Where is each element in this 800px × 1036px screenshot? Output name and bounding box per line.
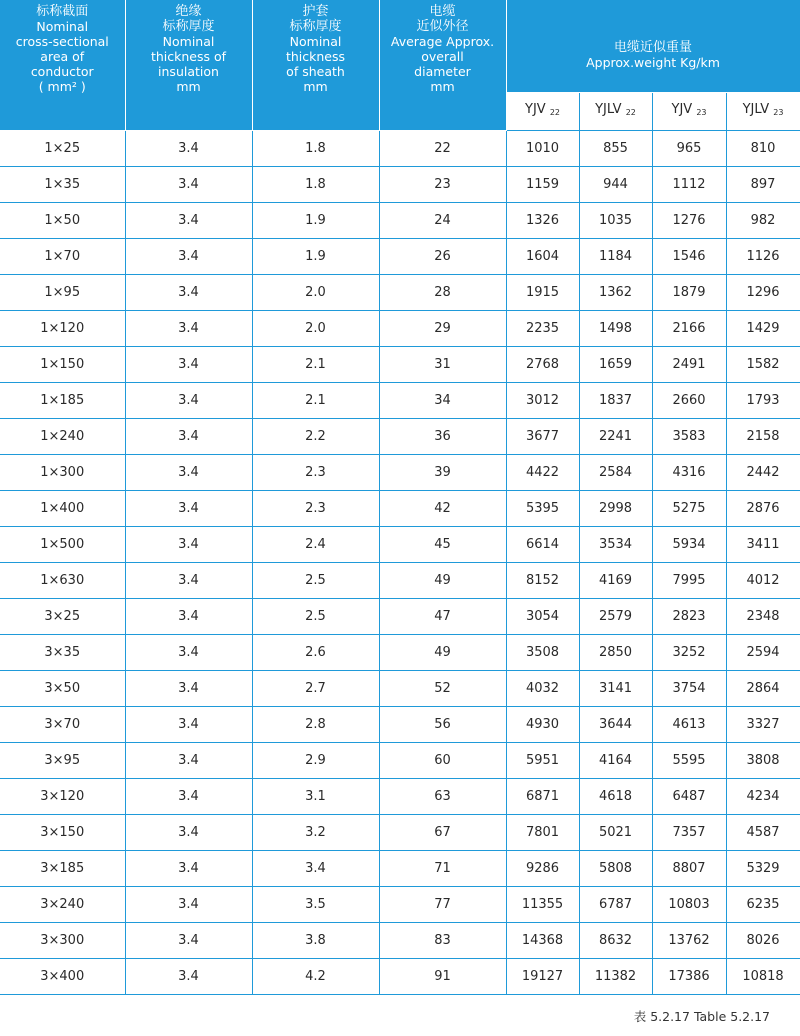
table-cell: 1×50 bbox=[0, 202, 125, 238]
table-cell: 11355 bbox=[506, 886, 579, 922]
table-cell: 6787 bbox=[579, 886, 652, 922]
table-cell: 3×35 bbox=[0, 634, 125, 670]
table-caption: 表 5.2.17 Table 5.2.17 bbox=[633, 1009, 770, 1024]
table-cell: 3534 bbox=[579, 526, 652, 562]
table-cell: 1276 bbox=[652, 202, 726, 238]
table-cell: 28 bbox=[379, 274, 506, 310]
header-insulation-en: Nominal thickness of insulation mm bbox=[150, 34, 227, 94]
table-cell: 10803 bbox=[652, 886, 726, 922]
table-cell: 3.4 bbox=[125, 274, 252, 310]
table-row bbox=[0, 778, 800, 814]
table-cell: 1159 bbox=[506, 166, 579, 202]
table-cell: 6614 bbox=[506, 526, 579, 562]
table-cell: 2.7 bbox=[252, 670, 379, 706]
table-cell: 1126 bbox=[726, 238, 800, 274]
table-cell: 2594 bbox=[726, 634, 800, 670]
table-cell: 1×500 bbox=[0, 526, 125, 562]
table-cell: 2.3 bbox=[252, 490, 379, 526]
table-cell: 39 bbox=[379, 454, 506, 490]
table-cell: 5329 bbox=[726, 850, 800, 886]
table-body bbox=[0, 130, 800, 994]
table-cell: 3.4 bbox=[125, 130, 252, 166]
subheader-yjv22-index: 22 bbox=[549, 108, 560, 117]
table-cell: 982 bbox=[726, 202, 800, 238]
table-cell: 3.4 bbox=[125, 742, 252, 778]
table-cell: 3808 bbox=[726, 742, 800, 778]
table-cell: 1112 bbox=[652, 166, 726, 202]
table-cell: 1793 bbox=[726, 382, 800, 418]
header-sheath-thickness bbox=[252, 0, 379, 130]
table-cell: 3.4 bbox=[125, 958, 252, 994]
table-cell: 3644 bbox=[579, 706, 652, 742]
table-cell: 4587 bbox=[726, 814, 800, 850]
table-cell: 5934 bbox=[652, 526, 726, 562]
table-cell: 2.1 bbox=[252, 382, 379, 418]
table-cell: 3.4 bbox=[125, 706, 252, 742]
table-cell: 4613 bbox=[652, 706, 726, 742]
subheader-yjlv22-base: YJLV bbox=[595, 102, 622, 117]
table-cell: 7995 bbox=[652, 562, 726, 598]
table-cell: 2166 bbox=[652, 310, 726, 346]
table-cell: 2158 bbox=[726, 418, 800, 454]
table-cell: 4169 bbox=[579, 562, 652, 598]
table-cell: 810 bbox=[726, 130, 800, 166]
table-cell: 1×400 bbox=[0, 490, 125, 526]
table-cell: 5808 bbox=[579, 850, 652, 886]
table-cell: 1.9 bbox=[252, 238, 379, 274]
table-row bbox=[0, 454, 800, 490]
table-cell: 1×120 bbox=[0, 310, 125, 346]
table-cell: 2442 bbox=[726, 454, 800, 490]
table-cell: 3.8 bbox=[252, 922, 379, 958]
table-cell: 3.4 bbox=[125, 526, 252, 562]
table-cell: 897 bbox=[726, 166, 800, 202]
table-cell: 2584 bbox=[579, 454, 652, 490]
table-cell: 1×630 bbox=[0, 562, 125, 598]
table-cell: 10818 bbox=[726, 958, 800, 994]
table-cell: 3×240 bbox=[0, 886, 125, 922]
table-cell: 4618 bbox=[579, 778, 652, 814]
table-cell: 3.4 bbox=[125, 814, 252, 850]
table-cell: 2.9 bbox=[252, 742, 379, 778]
table-cell: 1837 bbox=[579, 382, 652, 418]
subheader-yjv23 bbox=[652, 92, 726, 130]
table-cell: 2850 bbox=[579, 634, 652, 670]
table-cell: 3.4 bbox=[125, 598, 252, 634]
table-cell: 3508 bbox=[506, 634, 579, 670]
table-cell: 1×150 bbox=[0, 346, 125, 382]
table-cell: 34 bbox=[379, 382, 506, 418]
table-cell: 6871 bbox=[506, 778, 579, 814]
table-cell: 67 bbox=[379, 814, 506, 850]
table-cell: 3.4 bbox=[125, 382, 252, 418]
table-cell: 1362 bbox=[579, 274, 652, 310]
table-cell: 8632 bbox=[579, 922, 652, 958]
table-cell: 13762 bbox=[652, 922, 726, 958]
table-cell: 2.6 bbox=[252, 634, 379, 670]
table-cell: 3.4 bbox=[252, 850, 379, 886]
table-cell: 47 bbox=[379, 598, 506, 634]
table-row bbox=[0, 850, 800, 886]
table-cell: 2660 bbox=[652, 382, 726, 418]
table-row bbox=[0, 706, 800, 742]
table-cell: 3.4 bbox=[125, 922, 252, 958]
table-cell: 3327 bbox=[726, 706, 800, 742]
table-cell: 49 bbox=[379, 634, 506, 670]
table-cell: 4012 bbox=[726, 562, 800, 598]
table-cell: 6487 bbox=[652, 778, 726, 814]
table-cell: 2.5 bbox=[252, 562, 379, 598]
table-cell: 1296 bbox=[726, 274, 800, 310]
table-cell: 19127 bbox=[506, 958, 579, 994]
table-row bbox=[0, 814, 800, 850]
table-cell: 3×300 bbox=[0, 922, 125, 958]
table-cell: 3.4 bbox=[125, 202, 252, 238]
table-cell: 1879 bbox=[652, 274, 726, 310]
table-row bbox=[0, 274, 800, 310]
table-cell: 2.3 bbox=[252, 454, 379, 490]
table-row bbox=[0, 958, 800, 994]
table-cell: 3×400 bbox=[0, 958, 125, 994]
table-row bbox=[0, 490, 800, 526]
table-cell: 36 bbox=[379, 418, 506, 454]
table-cell: 8807 bbox=[652, 850, 726, 886]
table-cell: 42 bbox=[379, 490, 506, 526]
subheader-yjv23-base: YJV bbox=[671, 102, 693, 117]
table-cell: 3.4 bbox=[125, 454, 252, 490]
header-insulation-zh: 绝缘 标称厚度 bbox=[162, 4, 215, 34]
table-cell: 2241 bbox=[579, 418, 652, 454]
table-cell: 7357 bbox=[652, 814, 726, 850]
table-row bbox=[0, 742, 800, 778]
table-cell: 83 bbox=[379, 922, 506, 958]
table-cell: 11382 bbox=[579, 958, 652, 994]
table-row bbox=[0, 562, 800, 598]
table-cell: 3×150 bbox=[0, 814, 125, 850]
table-cell: 3×25 bbox=[0, 598, 125, 634]
table-cell: 5595 bbox=[652, 742, 726, 778]
table-cell: 23 bbox=[379, 166, 506, 202]
table-cell: 3.4 bbox=[125, 310, 252, 346]
table-cell: 1915 bbox=[506, 274, 579, 310]
table-cell: 2998 bbox=[579, 490, 652, 526]
table-cell: 2876 bbox=[726, 490, 800, 526]
table-cell: 3252 bbox=[652, 634, 726, 670]
table-cell: 14368 bbox=[506, 922, 579, 958]
table-cell: 3.4 bbox=[125, 634, 252, 670]
table-cell: 2864 bbox=[726, 670, 800, 706]
table-cell: 8152 bbox=[506, 562, 579, 598]
table-cell: 63 bbox=[379, 778, 506, 814]
table-cell: 1498 bbox=[579, 310, 652, 346]
header-sheath-en: Nominal thickness of sheath mm bbox=[285, 34, 346, 94]
table-cell: 5021 bbox=[579, 814, 652, 850]
subheader-yjlv23-index: 23 bbox=[773, 108, 784, 117]
table-cell: 5275 bbox=[652, 490, 726, 526]
table-cell: 2579 bbox=[579, 598, 652, 634]
table-cell: 1429 bbox=[726, 310, 800, 346]
table-cell: 2.5 bbox=[252, 598, 379, 634]
table-cell: 3.4 bbox=[125, 346, 252, 382]
table-row bbox=[0, 526, 800, 562]
table-cell: 3.4 bbox=[125, 562, 252, 598]
subheader-yjv22-base: YJV bbox=[525, 102, 546, 117]
subheader-yjv22 bbox=[506, 92, 579, 130]
table-cell: 22 bbox=[379, 130, 506, 166]
table-cell: 26 bbox=[379, 238, 506, 274]
table-cell: 4316 bbox=[652, 454, 726, 490]
table-cell: 3×70 bbox=[0, 706, 125, 742]
table-cell: 1×70 bbox=[0, 238, 125, 274]
table-cell: 3×120 bbox=[0, 778, 125, 814]
table-row bbox=[0, 238, 800, 274]
table-cell: 45 bbox=[379, 526, 506, 562]
table-cell: 2235 bbox=[506, 310, 579, 346]
table-cell: 3754 bbox=[652, 670, 726, 706]
table-row bbox=[0, 634, 800, 670]
table-row bbox=[0, 886, 800, 922]
table-cell: 3×185 bbox=[0, 850, 125, 886]
header-cross-section-zh: 标称截面 bbox=[36, 4, 89, 19]
table-cell: 1326 bbox=[506, 202, 579, 238]
table-cell: 1×25 bbox=[0, 130, 125, 166]
table-cell: 4422 bbox=[506, 454, 579, 490]
table-cell: 7801 bbox=[506, 814, 579, 850]
table-cell: 965 bbox=[652, 130, 726, 166]
header-weight-en: Approx.weight Kg/km bbox=[586, 55, 720, 70]
table-cell: 2.2 bbox=[252, 418, 379, 454]
table-cell: 1659 bbox=[579, 346, 652, 382]
table-cell: 1.9 bbox=[252, 202, 379, 238]
table-cell: 3.4 bbox=[125, 850, 252, 886]
table-cell: 3.4 bbox=[125, 778, 252, 814]
header-cross-section-en: Nominal cross-sectional area of conductor ( mm² ) bbox=[15, 19, 109, 94]
table-row bbox=[0, 598, 800, 634]
table-row bbox=[0, 670, 800, 706]
table-cell: 8026 bbox=[726, 922, 800, 958]
table-cell: 3141 bbox=[579, 670, 652, 706]
table-cell: 24 bbox=[379, 202, 506, 238]
table-cell: 1582 bbox=[726, 346, 800, 382]
table-cell: 2348 bbox=[726, 598, 800, 634]
header-diameter-en: Average Approx. overall diameter mm bbox=[390, 34, 495, 94]
table-cell: 4032 bbox=[506, 670, 579, 706]
subheader-yjv23-index: 23 bbox=[696, 108, 707, 117]
table-cell: 5951 bbox=[506, 742, 579, 778]
table-cell: 52 bbox=[379, 670, 506, 706]
table-cell: 3×50 bbox=[0, 670, 125, 706]
table-cell: 944 bbox=[579, 166, 652, 202]
table-cell: 2823 bbox=[652, 598, 726, 634]
table-cell: 1035 bbox=[579, 202, 652, 238]
table-row bbox=[0, 202, 800, 238]
table-cell: 6235 bbox=[726, 886, 800, 922]
table-cell: 3.4 bbox=[125, 886, 252, 922]
table-row bbox=[0, 418, 800, 454]
header-cross-section bbox=[0, 0, 125, 130]
table-cell: 855 bbox=[579, 130, 652, 166]
table-cell: 2.4 bbox=[252, 526, 379, 562]
header-weight-zh: 电缆近似重量 bbox=[614, 40, 693, 55]
subheader-yjlv23 bbox=[726, 92, 800, 130]
table-cell: 3.4 bbox=[125, 238, 252, 274]
table-cell: 3×95 bbox=[0, 742, 125, 778]
table-cell: 2.8 bbox=[252, 706, 379, 742]
subheader-yjlv22-index: 22 bbox=[625, 108, 636, 117]
table-cell: 1604 bbox=[506, 238, 579, 274]
table-cell: 2491 bbox=[652, 346, 726, 382]
table-cell: 1×185 bbox=[0, 382, 125, 418]
table-cell: 3.4 bbox=[125, 166, 252, 202]
table-cell: 29 bbox=[379, 310, 506, 346]
table-cell: 1184 bbox=[579, 238, 652, 274]
table-cell: 4234 bbox=[726, 778, 800, 814]
table-cell: 56 bbox=[379, 706, 506, 742]
table-row bbox=[0, 166, 800, 202]
header-diameter-zh: 电缆 近似外径 bbox=[416, 4, 469, 34]
table-cell: 3.4 bbox=[125, 670, 252, 706]
table-cell: 4930 bbox=[506, 706, 579, 742]
table-cell: 1×240 bbox=[0, 418, 125, 454]
table-cell: 3411 bbox=[726, 526, 800, 562]
table-cell: 1546 bbox=[652, 238, 726, 274]
table-cell: 71 bbox=[379, 850, 506, 886]
table-cell: 1×35 bbox=[0, 166, 125, 202]
table-cell: 3.1 bbox=[252, 778, 379, 814]
table-cell: 4.2 bbox=[252, 958, 379, 994]
table-cell: 1×95 bbox=[0, 274, 125, 310]
table-cell: 3054 bbox=[506, 598, 579, 634]
table-cell: 91 bbox=[379, 958, 506, 994]
table-cell: 1×300 bbox=[0, 454, 125, 490]
header-sheath-zh: 护套 标称厚度 bbox=[289, 4, 342, 34]
table-cell: 5395 bbox=[506, 490, 579, 526]
table-row bbox=[0, 346, 800, 382]
table-cell: 3677 bbox=[506, 418, 579, 454]
table-cell: 3.2 bbox=[252, 814, 379, 850]
table-cell: 3.4 bbox=[125, 418, 252, 454]
header-approx-weight bbox=[506, 0, 800, 92]
table-cell: 2768 bbox=[506, 346, 579, 382]
table-cell: 60 bbox=[379, 742, 506, 778]
table-cell: 3.5 bbox=[252, 886, 379, 922]
table-cell: 2.0 bbox=[252, 274, 379, 310]
table-cell: 1.8 bbox=[252, 130, 379, 166]
table-cell: 9286 bbox=[506, 850, 579, 886]
table-cell: 1.8 bbox=[252, 166, 379, 202]
table-cell: 17386 bbox=[652, 958, 726, 994]
table-cell: 31 bbox=[379, 346, 506, 382]
table-row bbox=[0, 130, 800, 166]
table-cell: 3583 bbox=[652, 418, 726, 454]
table-cell: 1010 bbox=[506, 130, 579, 166]
table-cell: 3012 bbox=[506, 382, 579, 418]
table-cell: 4164 bbox=[579, 742, 652, 778]
table-cell: 2.0 bbox=[252, 310, 379, 346]
subheader-yjlv22 bbox=[579, 92, 652, 130]
table-cell: 2.1 bbox=[252, 346, 379, 382]
header-insulation-thickness bbox=[125, 0, 252, 130]
table-cell: 77 bbox=[379, 886, 506, 922]
subheader-yjlv23-base: YJLV bbox=[742, 102, 770, 117]
table-row bbox=[0, 922, 800, 958]
header-overall-diameter bbox=[379, 0, 506, 130]
table-cell: 49 bbox=[379, 562, 506, 598]
table-cell: 3.4 bbox=[125, 490, 252, 526]
table-row bbox=[0, 310, 800, 346]
table-row bbox=[0, 382, 800, 418]
